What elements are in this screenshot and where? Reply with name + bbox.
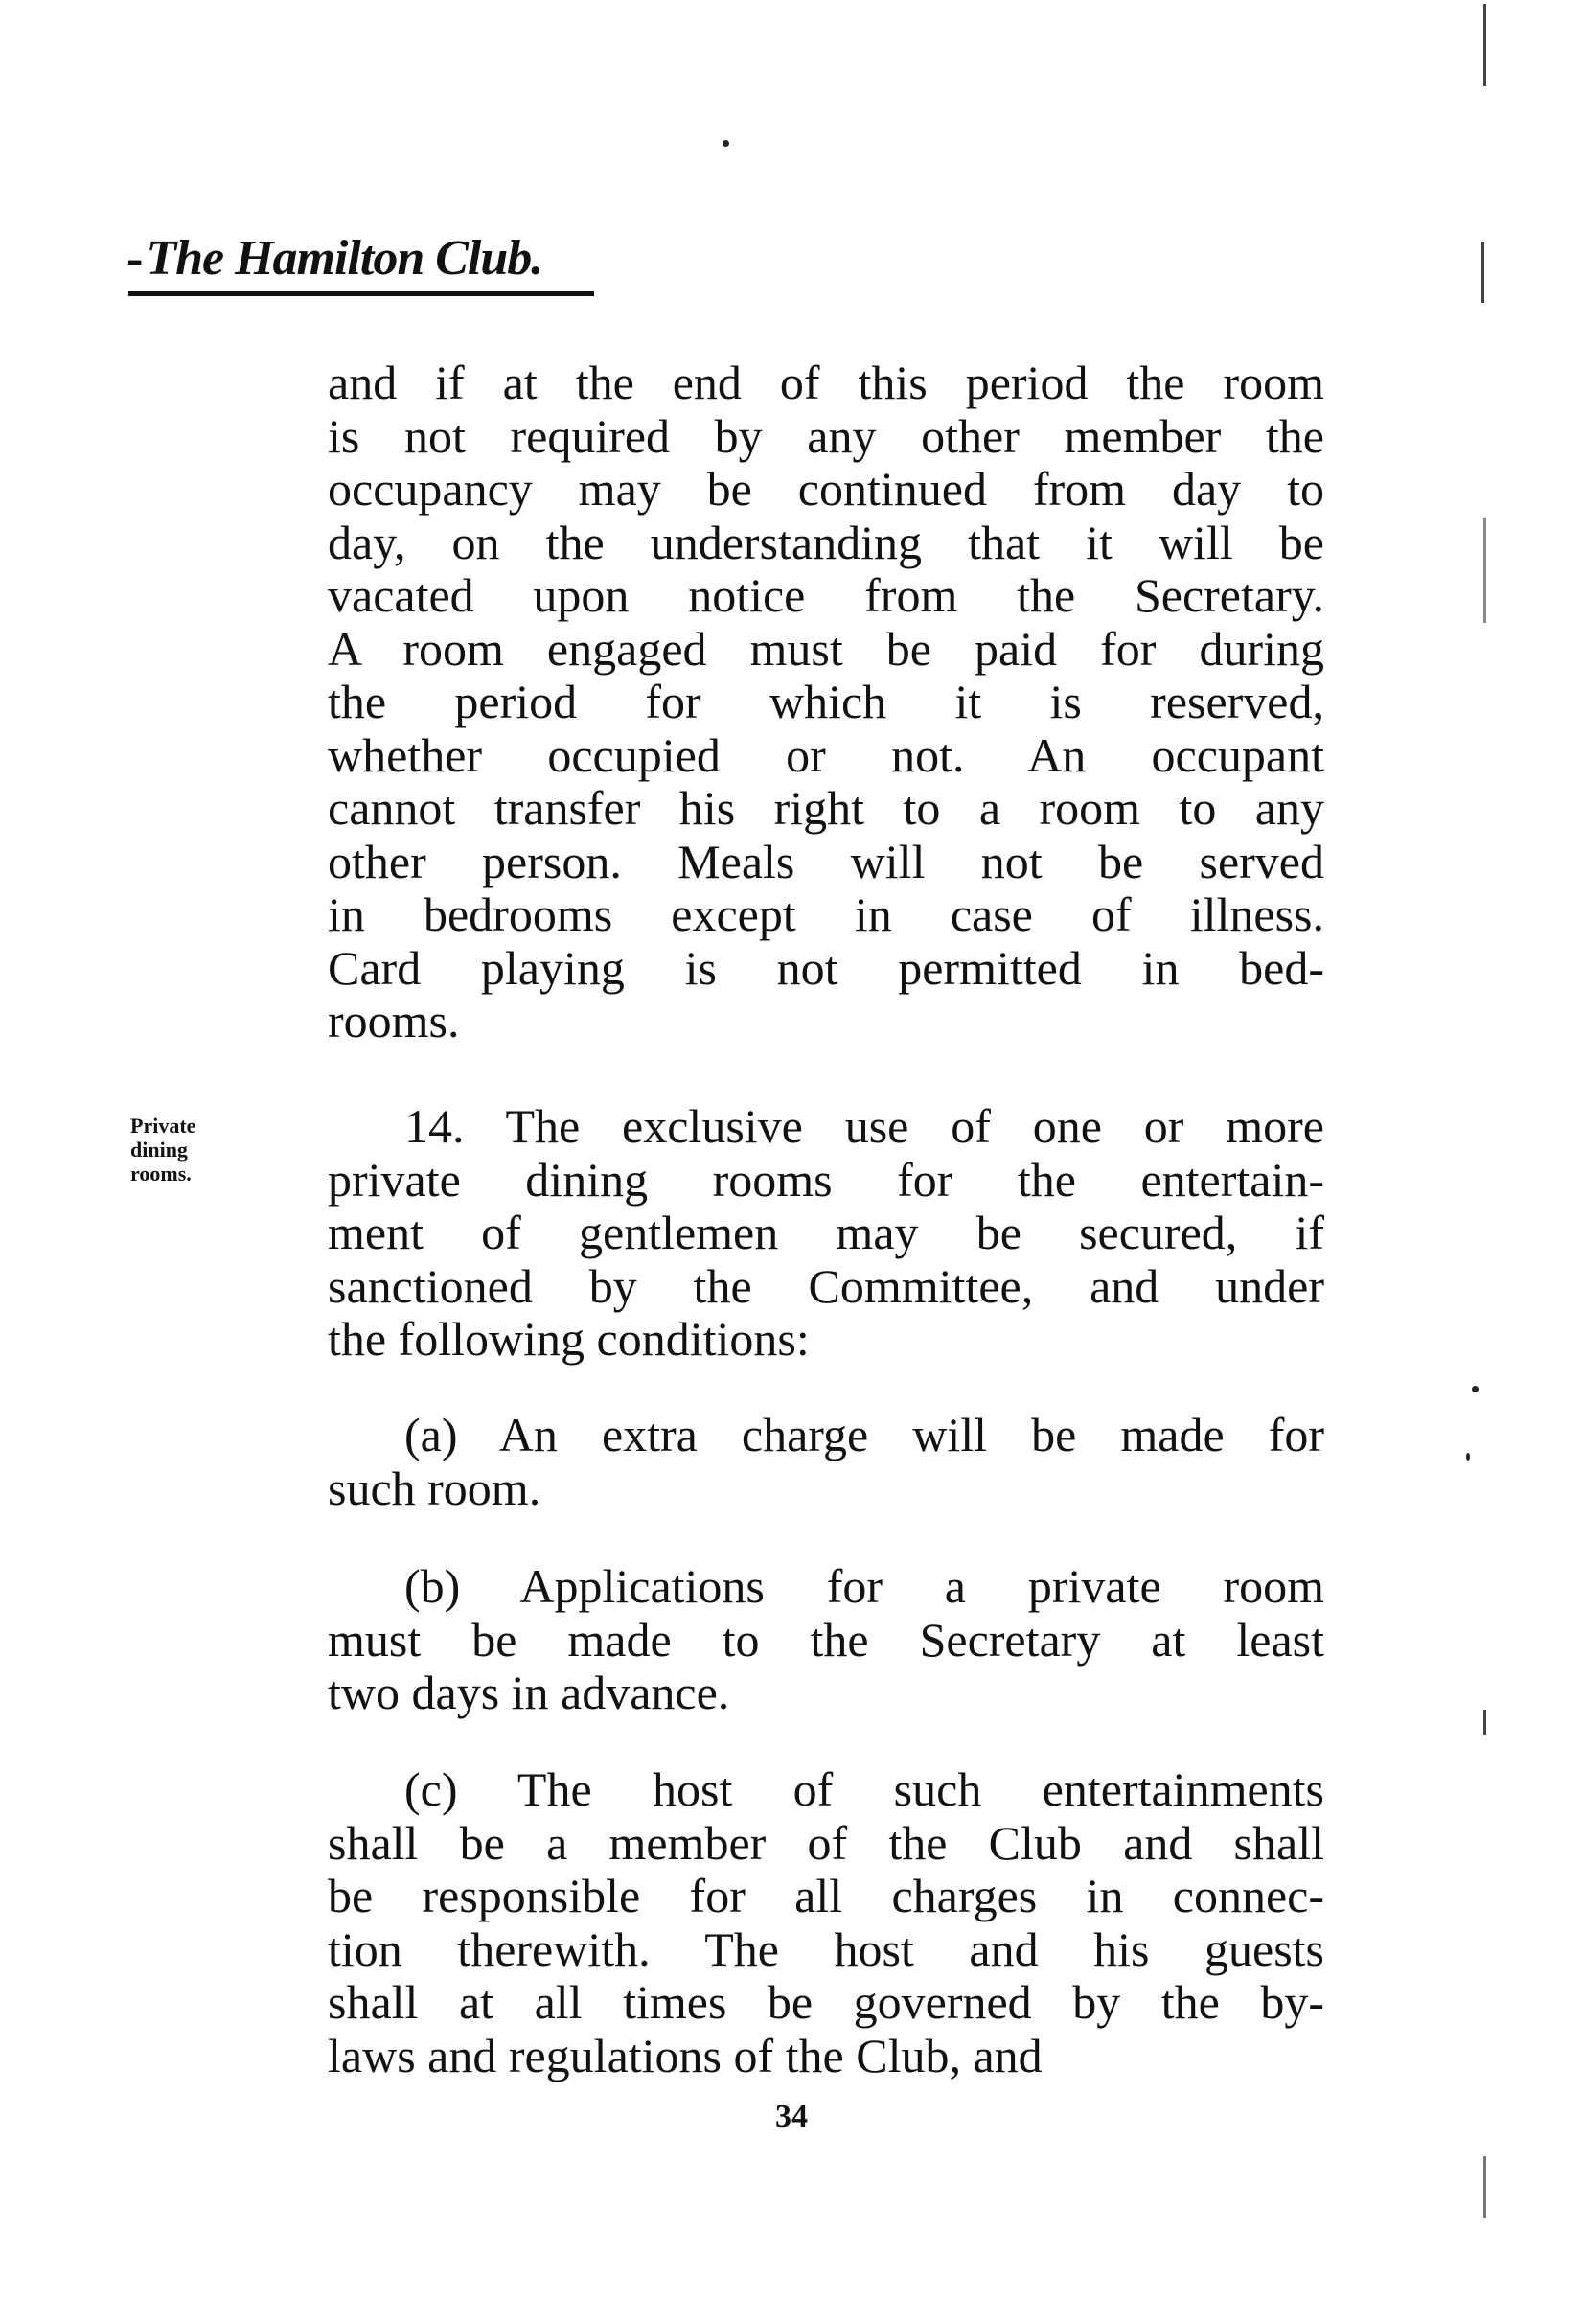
text-line: private dining rooms for the entertain- [328, 1152, 1324, 1207]
scan-edge-mark [1483, 4, 1486, 86]
text-line: 14. The exclusive use of one or more [404, 1099, 1324, 1153]
margin-note-line: rooms. [130, 1162, 192, 1185]
text-line: cannot transfer his right to a room to any [328, 781, 1324, 835]
page-number: 34 [775, 2099, 808, 2134]
condition-a [328, 1409, 1324, 1515]
condition-b [328, 1560, 1324, 1720]
text-line: in bedrooms except in case of illness. [328, 887, 1324, 941]
running-head-dash: - [126, 231, 143, 286]
text-line: ment of gentlemen may be secured, if [328, 1206, 1324, 1259]
text-line: be responsible for all charges in connec- [328, 1869, 1324, 1922]
text-line: (b) Applications for a private room [404, 1559, 1324, 1613]
scan-speck [723, 140, 729, 147]
condition-c [328, 1763, 1324, 2082]
text-line: (c) The host of such entertainments [404, 1762, 1324, 1816]
scan-edge-mark [1483, 1710, 1486, 1735]
text-line: occupancy may be continued from day to [328, 462, 1324, 516]
text-line: such room. [328, 1461, 541, 1515]
text-line: shall be a member of the Club and shall [328, 1815, 1324, 1870]
margin-note-line: Private [130, 1114, 196, 1138]
text-line: whether occupied or not. An occupant [328, 727, 1324, 782]
text-line: the following conditions: [328, 1312, 810, 1366]
running-head [126, 230, 542, 288]
text-line: day, on the understanding that it will be [328, 515, 1324, 569]
text-line: A room engaged must be paid for during [328, 621, 1324, 676]
text-line: sanctioned by the Committee, and under [328, 1258, 1324, 1313]
text-line: (a) An extra charge will be made for [404, 1408, 1324, 1461]
margin-note-line: dining [130, 1138, 188, 1162]
scan-edge-mark [1483, 2156, 1486, 2218]
scan-edge-mark [1483, 518, 1486, 623]
text-line: is not required by any other member the [328, 408, 1324, 463]
scan-speck [1466, 1453, 1470, 1461]
text-line: and if at the end of this period the room [328, 356, 1324, 409]
margin-note [130, 1114, 274, 1185]
text-line: must be made to the Secretary at least [328, 1612, 1324, 1667]
scan-speck [1472, 1386, 1479, 1392]
text-line: laws and regulations of the Club, and [328, 2028, 1043, 2082]
text-line: two days in advance. [328, 1666, 730, 1719]
text-line: other person. Meals will not be served [328, 834, 1324, 888]
running-head-rule [128, 291, 594, 296]
text-line: the period for which it is reserved, [328, 675, 1324, 728]
section-14 [328, 1100, 1324, 1367]
text-line: tion therewith. The host and his guests [328, 1921, 1324, 1976]
running-head-title: The Hamilton Club. [146, 231, 543, 286]
text-line: rooms. [328, 994, 460, 1047]
text-line: shall at all times be governed by the by- [328, 1975, 1324, 2029]
scan-edge-mark [1481, 242, 1484, 303]
text-line: vacated upon notice from the Secretary. [328, 568, 1324, 622]
text-line: Card playing is not permitted in bed- [328, 940, 1324, 995]
paragraph-continuation [328, 357, 1324, 1048]
